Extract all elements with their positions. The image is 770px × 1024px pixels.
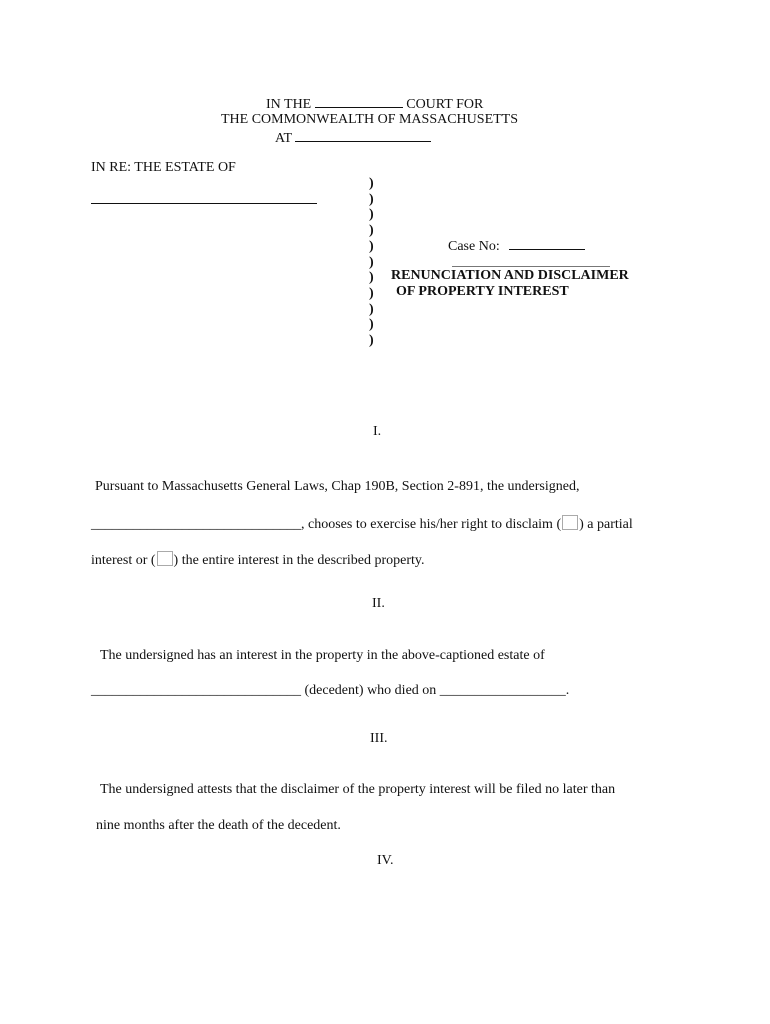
court-name-blank[interactable]: [315, 95, 403, 108]
caption-paren-column: [369, 176, 374, 349]
in-re-estate-label: IN RE: THE ESTATE OF: [91, 160, 236, 175]
section-heading-iv: IV.: [377, 853, 394, 868]
section-i-line3-end: ) the entire interest in the described property.: [173, 553, 425, 568]
case-number-blank[interactable]: [509, 237, 585, 250]
paren: ): [369, 333, 374, 349]
section-ii-line1: The undersigned has an interest in the property in the above-captioned estate of: [100, 648, 545, 663]
court-location-blank[interactable]: [295, 129, 431, 142]
court-location-prefix: AT: [275, 131, 292, 146]
entire-interest-checkbox[interactable]: [157, 551, 173, 566]
section-heading-iii: III.: [370, 731, 388, 746]
paren: ): [369, 238, 374, 254]
section-heading-ii: II.: [372, 596, 385, 611]
partial-interest-checkbox[interactable]: [562, 515, 578, 530]
decedent-name-blank[interactable]: ______________________________: [91, 683, 301, 698]
section-iii-line2: nine months after the death of the decedent.: [96, 818, 341, 833]
paren: ): [369, 317, 374, 333]
section-iii-line1: The undersigned attests that the disclaimer of the property interest will be filed no later than: [100, 782, 616, 797]
section-ii-line2-end: .: [565, 683, 570, 698]
paren: ): [369, 254, 374, 270]
section-i-line3-start: interest or (: [91, 553, 156, 568]
court-header-suffix: COURT FOR: [406, 97, 484, 112]
section-ii-line2: [91, 683, 569, 699]
section-i-line1: Pursuant to Massachusetts General Laws, Chap 190B, Section 2-891, the undersigned,: [95, 479, 580, 494]
case-rule-line: [452, 266, 610, 267]
undersigned-name-blank[interactable]: ______________________________: [91, 517, 301, 532]
paren: ): [369, 301, 374, 317]
court-header-line2: THE COMMONWEALTH OF MASSACHUSETTS: [221, 112, 519, 127]
case-number-row: [448, 237, 585, 255]
section-i-line3: [91, 551, 425, 569]
paren: ): [369, 176, 374, 191]
paren: ): [369, 191, 374, 207]
paren: ): [369, 270, 374, 286]
section-ii-line2-mid: (decedent) who died on: [301, 683, 440, 698]
section-heading-i: I.: [373, 424, 382, 439]
section-i-line2-text: , chooses to exercise his/her right to disclaim (: [301, 517, 562, 532]
document-title-line1: RENUNCIATION AND DISCLAIMER: [391, 268, 629, 283]
court-header-prefix: IN THE: [266, 97, 312, 112]
court-header-line1: [266, 95, 483, 113]
section-i-line2: [91, 515, 633, 533]
case-number-label: Case No:: [448, 239, 500, 254]
document-title-line2: OF PROPERTY INTEREST: [396, 284, 569, 299]
paren: ): [369, 285, 374, 301]
section-i-line2-end: ) a partial: [579, 517, 633, 532]
court-header-line3: [275, 129, 431, 147]
estate-name-blank[interactable]: [91, 203, 317, 204]
paren: ): [369, 207, 374, 223]
date-of-death-blank[interactable]: __________________: [439, 683, 566, 698]
paren: ): [369, 223, 374, 239]
